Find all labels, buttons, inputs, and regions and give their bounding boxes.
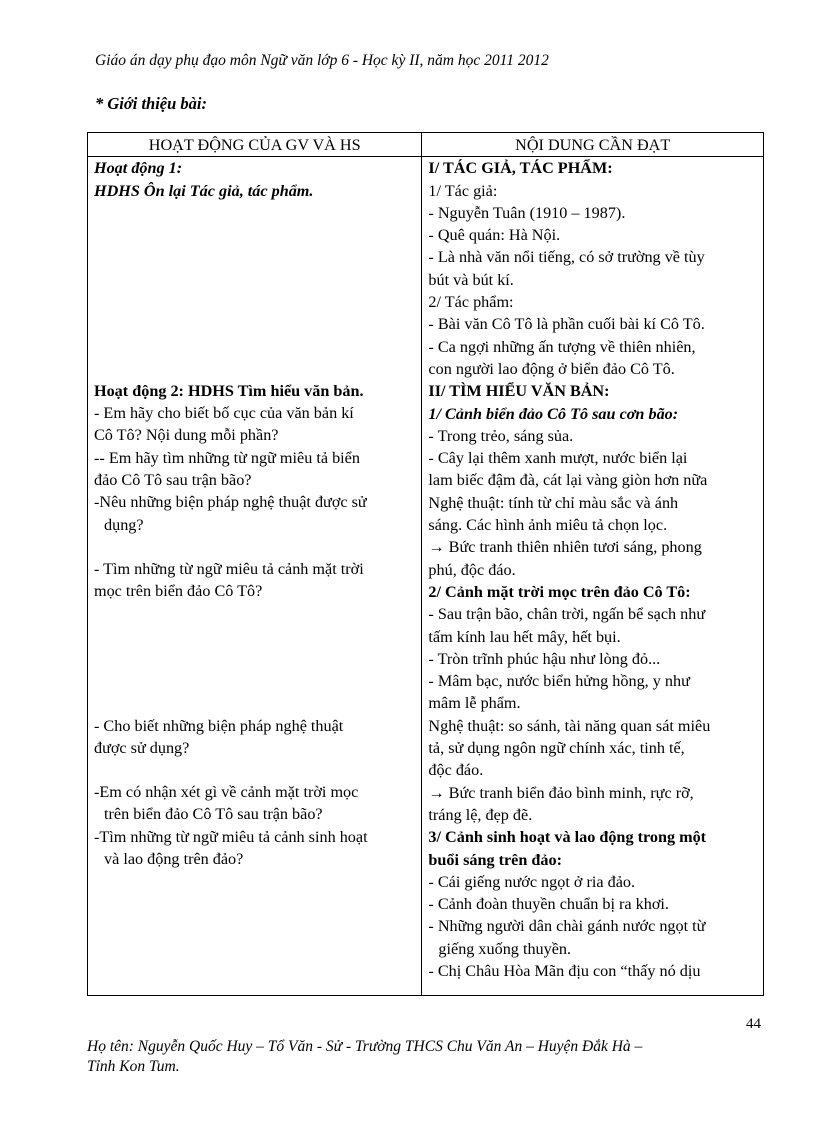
question-text: mọc trên biển đảo Cô Tô? xyxy=(94,582,263,601)
content-line: tấm kính lau hết mây, hết bụi. xyxy=(428,627,621,646)
question-text: -Em có nhận xét gì về cảnh mặt trời mọc xyxy=(94,783,359,802)
content-line: - Quê quán: Hà Nội. xyxy=(428,226,561,245)
content-line: Nghệ thuật: tính từ chỉ màu sắc và ánh xyxy=(428,493,679,512)
content-line: - Mâm bạc, nước biển hửng hồng, y như xyxy=(428,672,690,691)
content-cell xyxy=(422,157,764,996)
question-text: dụng? xyxy=(104,515,144,534)
content-line: - Là nhà văn nổi tiếng, có sở trường về tùy xyxy=(428,248,705,267)
section-heading: II/ TÌM HIỂU VĂN BẢN: xyxy=(428,382,610,401)
content-line: - Những người dân chài gánh nước ngọt từ xyxy=(428,917,706,936)
content-line: giếng xuống thuyền. xyxy=(438,939,572,958)
content-line: con người lao động ở biển đảo Cô Tô. xyxy=(428,359,675,378)
activity-2-title: Hoạt động 2: HDHS Tìm hiểu văn bản. xyxy=(94,381,364,400)
content-line: - Trong trẻo, sáng sủa. xyxy=(428,426,574,445)
subsection-heading: 1/ Tác giả: xyxy=(428,181,498,200)
page-number: 44 xyxy=(746,1016,761,1032)
content-line: - Chị Châu Hòa Mãn địu con “thấy nó dịu xyxy=(428,961,701,980)
col-header-content: NỘI DUNG CẦN ĐẠT xyxy=(422,133,764,157)
intro-heading: * Giới thiệu bài: xyxy=(95,94,207,113)
question-text: đảo Cô Tô sau trận bão? xyxy=(94,471,252,490)
content-line: - Ca ngợi những ấn tượng về thiên nhiên, xyxy=(428,337,696,356)
content-line: tráng lệ, đẹp đẽ. xyxy=(428,805,533,824)
col-header-activities: HOẠT ĐỘNG CỦA GV VÀ HS xyxy=(88,133,422,157)
question-text: được sử dụng? xyxy=(94,738,190,757)
question-text: - Em hãy cho biết bố cục của văn bản kí xyxy=(94,404,354,423)
question-text: và lao động trên đảo? xyxy=(104,850,244,869)
content-line: lam biếc đậm đà, cát lại vàng giòn hơn nữa xyxy=(428,471,708,490)
question-text: trên biển đảo Cô Tô sau trận bão? xyxy=(104,805,323,824)
table-header-row xyxy=(88,133,764,157)
content-line: - Sau trận bão, chân trời, ngấn bể sạch như xyxy=(428,605,706,624)
lesson-table xyxy=(87,132,764,996)
question-text: -Tìm những từ ngữ miêu tả cảnh sinh hoạt xyxy=(94,827,368,846)
content-line: mâm lễ phẩm. xyxy=(428,694,521,713)
subsection-heading: 1/ Cảnh biển đảo Cô Tô sau cơn bão: xyxy=(428,404,679,423)
content-line: - Cảnh đoàn thuyền chuẩn bị ra khơi. xyxy=(428,895,669,914)
question-text: - Tìm những từ ngữ miêu tả cảnh mặt trời xyxy=(94,559,364,578)
page-header: Giáo án dạy phụ đạo môn Ngữ văn lớp 6 - Học kỳ II, năm học 2011 2012 xyxy=(95,52,549,69)
content-line: - Bài văn Cô Tô là phần cuối bài kí Cô Tô. xyxy=(428,315,705,334)
content-line: - Tròn trĩnh phúc hậu như lòng đỏ... xyxy=(428,649,661,668)
content-line: - Nguyễn Tuân (1910 – 1987). xyxy=(428,203,626,222)
question-text: -Nêu những biện pháp nghệ thuật được sử xyxy=(94,493,367,512)
footer-line: Họ tên: Nguyễn Quốc Huy – Tổ Văn - Sử - Trường THCS Chu Văn An – Huyện Đắk Hà – xyxy=(87,1038,643,1055)
footer-line: Tỉnh Kon Tum. xyxy=(87,1058,180,1075)
subsection-heading: 3/ Cảnh sinh hoạt và lao động trong một xyxy=(428,828,707,847)
question-text: Cô Tô? Nội dung mỗi phần? xyxy=(94,426,279,445)
activity-1-title: Hoạt động 1: xyxy=(94,159,183,178)
content-line: phú, độc đáo. xyxy=(428,560,516,579)
content-line: bút và bút kí. xyxy=(428,270,514,289)
table-row xyxy=(88,157,764,996)
page-footer xyxy=(87,1037,767,1077)
activities-cell xyxy=(88,157,422,996)
question-text: - Cho biết những biện pháp nghệ thuật xyxy=(94,716,344,735)
subsection-heading: buổi sáng trên đảo: xyxy=(428,850,562,869)
content-line: - Cái giếng nước ngọt ở ria đảo. xyxy=(428,872,636,891)
subsection-heading: 2/ Cảnh mặt trời mọc trên đảo Cô Tô: xyxy=(428,582,691,601)
content-line: → Bức tranh biển đảo bình minh, rực rỡ, xyxy=(428,783,694,802)
activity-1-desc: HDHS Ôn lại Tác giả, tác phẩm. xyxy=(94,181,314,200)
content-line: tả, sử dụng ngôn ngữ chính xác, tinh tế, xyxy=(428,739,685,758)
content-line: độc đáo. xyxy=(428,761,484,780)
content-line: → Bức tranh thiên nhiên tươi sáng, phong xyxy=(428,538,702,557)
section-heading: I/ TÁC GIẢ, TÁC PHẨM: xyxy=(428,159,613,178)
subsection-heading: 2/ Tác phẩm: xyxy=(428,293,514,312)
question-text: -- Em hãy tìm những từ ngữ miêu tả biển xyxy=(94,448,360,467)
content-line: - Cây lại thêm xanh mượt, nước biển lại xyxy=(428,449,688,468)
content-line: Nghệ thuật: so sánh, tài năng quan sát miêu xyxy=(428,716,711,735)
content-line: sáng. Các hình ảnh miêu tả chọn lọc. xyxy=(428,516,668,535)
